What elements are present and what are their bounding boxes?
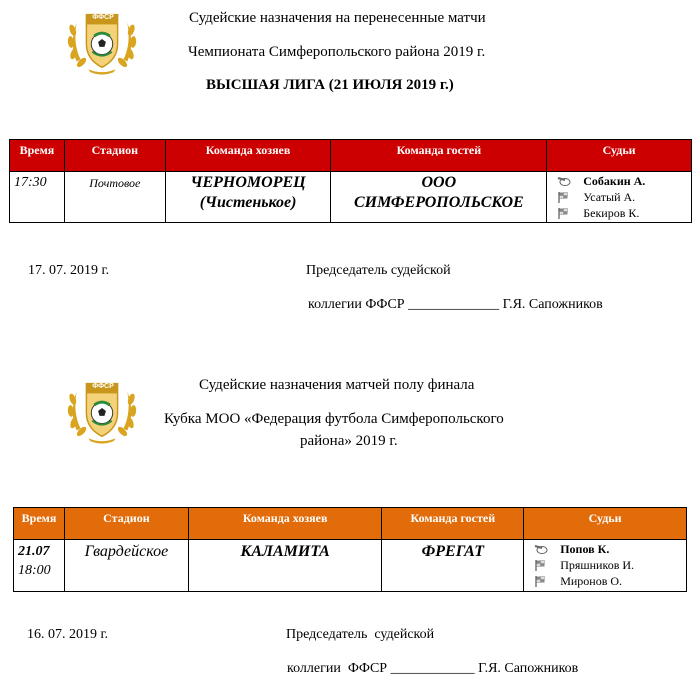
issue-date: 16. 07. 2019 г.	[27, 627, 109, 642]
table-header-row	[10, 140, 692, 172]
time-text: 17:30	[14, 175, 47, 190]
referee-name: Пряшников И.	[560, 558, 635, 572]
referee-assistant-1	[534, 557, 686, 573]
away-team-cell	[382, 540, 524, 592]
logo-text: ФФСР	[92, 383, 114, 390]
col-stadium-header: Стадион	[64, 508, 188, 540]
signatory-line: коллегии ФФСР ____________ Г.Я. Сапожников	[287, 661, 579, 676]
home-team-name: КАЛАМИТА	[240, 543, 330, 560]
away-team-name: ФРЕГАТ	[421, 543, 484, 560]
doc-title-line-2: Чемпионата Симферопольского района 2019 г.	[188, 44, 486, 60]
referees-cell	[547, 172, 692, 223]
referee-main	[534, 541, 686, 557]
stadium-cell	[64, 540, 188, 592]
ffsr-logo	[63, 370, 141, 448]
stadium-text: Почтовое	[89, 176, 141, 190]
stadium-cell	[64, 172, 165, 223]
whistle-icon	[534, 543, 548, 555]
col-time-header: Время	[10, 140, 65, 172]
col-home-header: Команда хозяев	[165, 140, 331, 172]
table-header-row	[14, 508, 687, 540]
referee-name: Миронов О.	[560, 574, 623, 588]
referee-name: Попов К.	[560, 542, 610, 556]
signatory-line: коллегии ФФСР _____________ Г.Я. Сапожников	[308, 297, 603, 312]
doc-title-line-2: Кубка МОО «Федерация футбола Симферопольского	[164, 411, 504, 427]
away-team-name-1: ООО	[421, 174, 457, 191]
home-team-cell	[188, 540, 382, 592]
schedule-table-2	[13, 507, 687, 592]
col-away-header: Команда гостей	[331, 140, 547, 172]
match-datetime	[14, 540, 65, 592]
col-referees-header: Судьи	[547, 140, 692, 172]
logo-text: ФФСР	[92, 14, 114, 21]
stadium-text: Гвардейское	[84, 543, 169, 560]
away-team-name-2: СИМФЕРОПОЛЬСКОЕ	[353, 194, 524, 211]
referee-assistant-2	[534, 573, 686, 589]
signatory-title: Председатель судейской	[286, 627, 435, 642]
table-row	[10, 172, 692, 223]
doc-title-line-3: района» 2019 г.	[300, 433, 398, 449]
doc-title-line-1: Судейские назначения матчей полу финала	[199, 377, 475, 393]
match-time	[10, 172, 65, 223]
referee-name: Усатый А.	[583, 190, 636, 204]
referee-main	[557, 173, 691, 189]
doc-title-line-3: ВЫСШАЯ ЛИГА (21 ИЮЛЯ 2019 г.)	[206, 77, 454, 93]
col-stadium-header: Стадион	[64, 140, 165, 172]
table-row	[14, 540, 687, 592]
ffsr-logo	[63, 1, 141, 79]
flag-icon	[534, 559, 548, 571]
flag-icon	[557, 191, 571, 203]
away-team-cell	[331, 172, 547, 223]
flag-icon	[534, 575, 548, 587]
match-date: 21.07	[18, 544, 50, 559]
schedule-table-1	[9, 139, 692, 223]
col-home-header: Команда хозяев	[188, 508, 382, 540]
signatory-title: Председатель судейской	[306, 263, 451, 278]
doc-title-line-1: Судейские назначения на перенесенные матчи	[189, 10, 486, 26]
flag-icon	[557, 207, 571, 219]
referee-name: Собакин А.	[583, 174, 646, 188]
home-team-location: (Чистенькое)	[199, 194, 297, 211]
home-team-cell	[165, 172, 331, 223]
col-referees-header: Судьи	[524, 508, 687, 540]
home-team-name: ЧЕРНОМОРЕЦ	[190, 174, 306, 191]
col-time-header: Время	[14, 508, 65, 540]
referee-assistant-1	[557, 189, 691, 205]
referee-name: Бекиров К.	[583, 206, 640, 220]
referees-cell	[524, 540, 687, 592]
match-time: 18:00	[18, 563, 51, 578]
col-away-header: Команда гостей	[382, 508, 524, 540]
whistle-icon	[557, 175, 571, 187]
issue-date: 17. 07. 2019 г.	[28, 263, 110, 278]
referee-assistant-2	[557, 205, 691, 221]
